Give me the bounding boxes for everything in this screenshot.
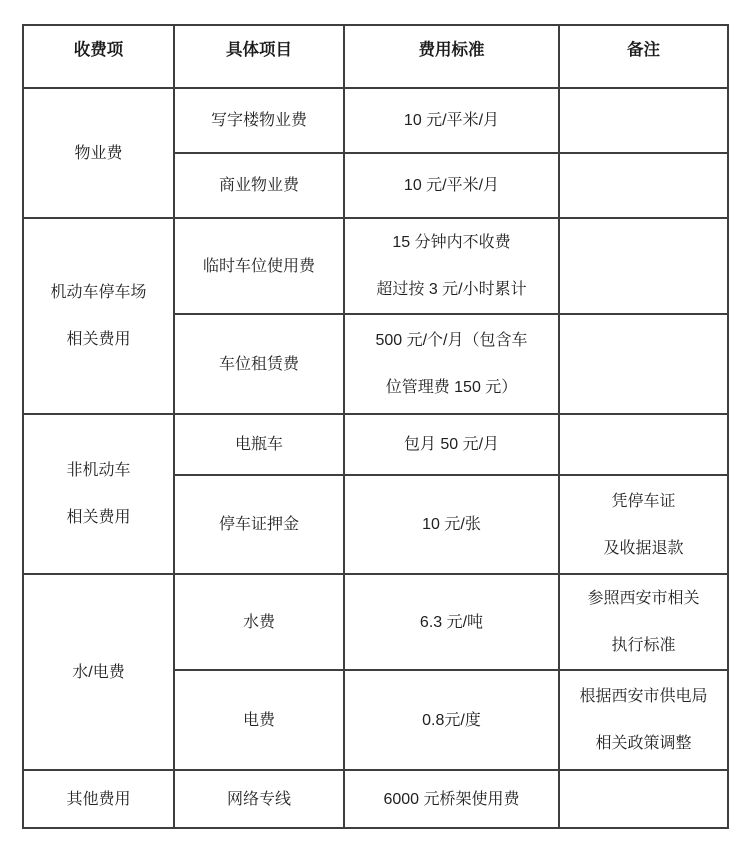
category-label: 其他费用 <box>66 790 131 808</box>
item-cell <box>174 574 344 670</box>
note-cell <box>559 153 728 218</box>
item-label: 网络专线 <box>226 790 291 808</box>
item-label: 车位租赁费 <box>218 355 299 373</box>
header-fee-item <box>23 25 174 88</box>
item-cell <box>174 218 344 314</box>
note-cell <box>559 770 728 828</box>
item-label: 水费 <box>242 613 275 631</box>
standard-cell <box>344 574 559 670</box>
item-cell <box>174 414 344 475</box>
standard-cell <box>344 314 559 414</box>
item-label: 临时车位使用费 <box>202 257 315 275</box>
category-cell-utilities <box>23 574 174 770</box>
standard-cell <box>344 88 559 153</box>
standard-label: 15 分钟内不收费 <box>392 234 511 251</box>
note-label: 根据西安市供电局 <box>579 688 708 705</box>
header-row <box>23 25 728 88</box>
standard-label: 0.8元/度 <box>422 711 481 729</box>
note-label: 及收据退款 <box>603 539 684 557</box>
standard-cell <box>344 218 559 314</box>
note-cell <box>559 88 728 153</box>
item-label: 电费 <box>242 711 275 729</box>
category-label: 物业费 <box>74 144 123 162</box>
item-label: 电瓶车 <box>234 436 283 453</box>
category-cell-other <box>23 770 174 828</box>
note-cell <box>559 574 728 670</box>
standard-label: 6000 元桥架使用费 <box>383 790 520 808</box>
category-cell-non-motor <box>23 414 174 574</box>
note-cell <box>559 314 728 414</box>
table-row <box>23 770 728 828</box>
standard-cell <box>344 770 559 828</box>
standard-cell <box>344 153 559 218</box>
category-cell-property <box>23 88 174 218</box>
note-cell <box>559 218 728 314</box>
fee-table <box>22 24 729 829</box>
item-label: 商业物业费 <box>218 177 299 194</box>
note-label: 执行标准 <box>611 637 676 654</box>
category-cell-motor-parking <box>23 218 174 414</box>
category-label: 机动车停车场 <box>50 284 147 301</box>
category-label: 非机动车 <box>66 462 131 479</box>
standard-cell <box>344 475 559 574</box>
header-remarks <box>559 25 728 88</box>
item-cell <box>174 153 344 218</box>
item-label: 停车证押金 <box>218 516 299 533</box>
category-label: 水/电费 <box>72 663 125 681</box>
header-specific-item <box>174 25 344 88</box>
item-label: 写字楼物业费 <box>210 112 307 129</box>
standard-label: 10 元/平米/月 <box>403 177 500 194</box>
header-label: 具体项目 <box>226 40 292 59</box>
item-cell <box>174 475 344 574</box>
note-cell <box>559 670 728 770</box>
table-row <box>23 574 728 670</box>
note-cell <box>559 414 728 475</box>
standard-label: 包月 50 元/月 <box>403 436 500 453</box>
table-row <box>23 414 728 475</box>
fee-schedule <box>22 24 729 829</box>
standard-label: 6.3 元/吨 <box>419 613 484 631</box>
standard-label: 10 元/平米/月 <box>403 112 500 129</box>
standard-label: 位管理费 150 元） <box>385 379 518 396</box>
category-label: 相关费用 <box>66 509 131 526</box>
table-row <box>23 88 728 153</box>
header-label: 备注 <box>627 40 660 59</box>
header-label: 收费项 <box>73 40 124 59</box>
item-cell <box>174 670 344 770</box>
standard-label: 10 元/张 <box>422 516 481 533</box>
header-fee-standard <box>344 25 559 88</box>
item-cell <box>174 314 344 414</box>
note-cell <box>559 475 728 574</box>
note-label: 凭停车证 <box>611 492 676 510</box>
category-label: 相关费用 <box>66 331 131 348</box>
table-row <box>23 218 728 314</box>
standard-label: 超过按 3 元/小时累计 <box>376 281 527 298</box>
standard-cell <box>344 670 559 770</box>
standard-cell <box>344 414 559 475</box>
item-cell <box>174 88 344 153</box>
note-label: 相关政策调整 <box>595 735 692 752</box>
item-cell <box>174 770 344 828</box>
header-label: 费用标准 <box>418 40 485 59</box>
standard-label: 500 元/个/月（包含车 <box>375 332 528 349</box>
note-label: 参照西安市相关 <box>587 590 700 607</box>
